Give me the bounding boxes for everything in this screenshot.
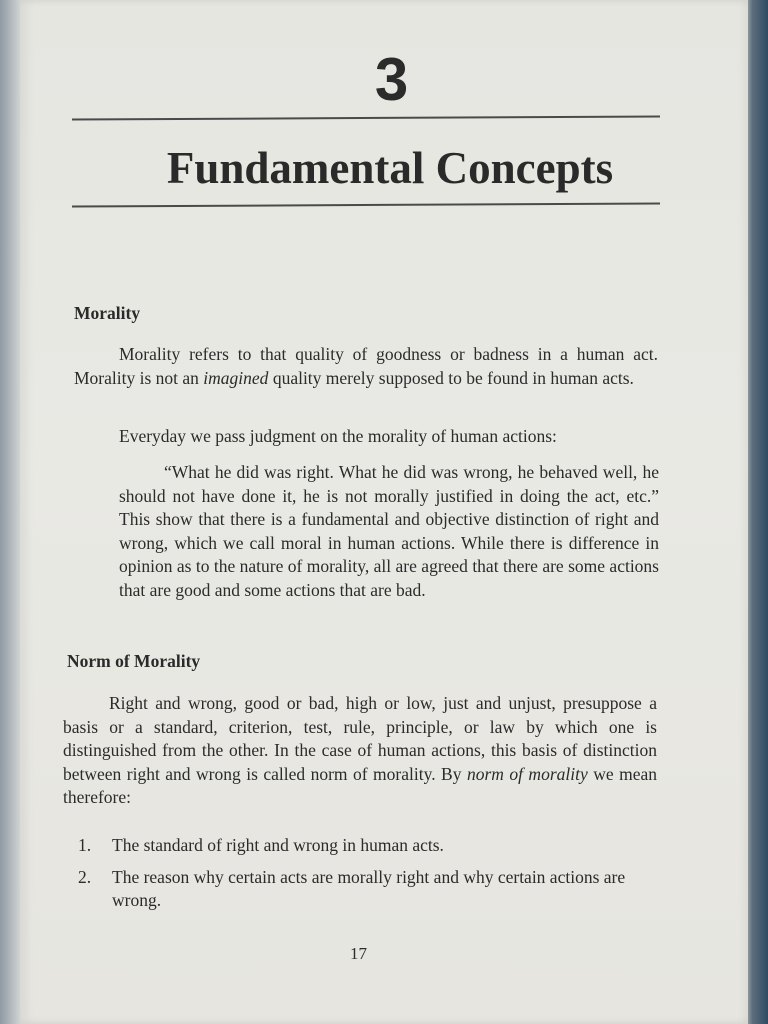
page-number: 17 bbox=[350, 944, 367, 963]
list-item-text: The standard of right and wrong in human acts. bbox=[112, 835, 444, 855]
morality-paragraph-2: Everyday we pass judgment on the morality of human actions: bbox=[119, 426, 557, 446]
top-rule bbox=[72, 115, 660, 120]
norm-list bbox=[78, 834, 663, 921]
chapter-title: Fundamental Concepts bbox=[166, 143, 614, 193]
norm-p1-emphasis: norm of morality bbox=[466, 763, 588, 784]
list-item-number: 2. bbox=[78, 866, 92, 887]
bottom-rule bbox=[72, 202, 660, 207]
morality-p1-text-end: quality merely supposed to be found in human acts. bbox=[268, 367, 634, 388]
norm-p1-text-end: we mean therefore: bbox=[63, 763, 657, 807]
chapter-number: 3 bbox=[374, 46, 409, 113]
list-item-number: 1. bbox=[78, 835, 92, 855]
list-item bbox=[78, 866, 663, 913]
section-heading-morality: Morality bbox=[74, 303, 141, 323]
book-page bbox=[20, 0, 748, 1024]
section-heading-norm-of-morality: Norm of Morality bbox=[67, 651, 201, 671]
norm-p1-text: Right and wrong, good or bad, high or low, just and unjust, presuppose a basis or a standard, criterion, test, rule, principle, or law by which one is distinguished from the other. In the case of human actions, this basis of distinction between right and wrong is called norm of morality. By bbox=[63, 693, 657, 784]
morality-quote-paragraph: “What he did was right. What he did was wrong, he behaved well, he should not have done it, he is not morally justified in doing the act, etc.” This show that there is a fundamental and objective distinction of right and wrong, which we call moral in human actions. While there is difference in opinion as to the nature of morality, all are agreed that there are some actions that are good and some actions that are bad. bbox=[119, 462, 659, 600]
book-left-edge bbox=[0, 0, 22, 1024]
morality-p1-emphasis: imagined bbox=[203, 367, 269, 388]
list-item-text: The reason why certain acts are morally right and why certain actions are wrong. bbox=[112, 866, 626, 910]
norm-paragraph-1 bbox=[63, 692, 657, 810]
morality-paragraph-1 bbox=[74, 343, 658, 390]
list-item bbox=[78, 834, 663, 858]
morality-p1-text: Morality refers to that quality of goodness or badness in a human act. Morality is not an bbox=[74, 344, 658, 388]
